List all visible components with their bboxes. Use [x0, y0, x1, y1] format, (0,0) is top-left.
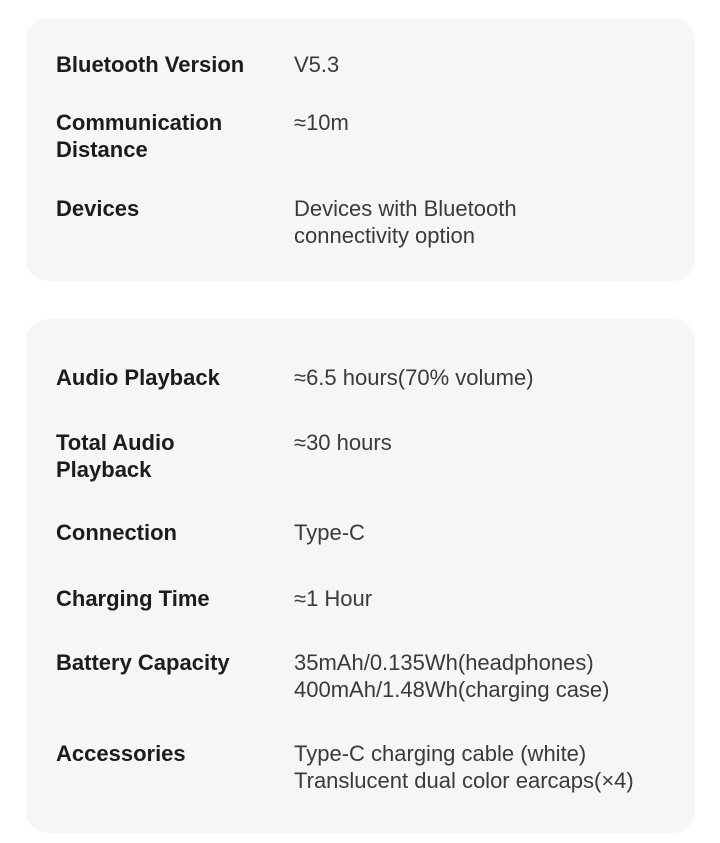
spec-value-line: connectivity option — [294, 223, 475, 248]
spec-value — [294, 740, 714, 794]
spec-value — [294, 649, 714, 703]
spec-value — [294, 109, 714, 136]
spec-value — [294, 364, 714, 391]
connectivity-specs-card — [26, 18, 695, 281]
spec-label: Devices — [56, 196, 140, 221]
battery-specs-card — [26, 319, 695, 833]
spec-label: Battery Capacity — [56, 650, 230, 675]
spec-value-line: Type-C — [294, 520, 365, 545]
spec-label: Bluetooth Version — [56, 52, 245, 77]
spec-value — [294, 429, 714, 456]
spec-value-line: 400mAh/1.48Wh(charging case) — [294, 677, 610, 702]
spec-label: Accessories — [56, 741, 186, 766]
spec-value-line: 35mAh/0.135Wh(headphones) — [294, 650, 594, 675]
spec-value-line: V5.3 — [294, 52, 340, 77]
spec-value — [294, 195, 714, 249]
spec-value — [294, 51, 714, 78]
spec-label: Audio Playback — [56, 365, 220, 390]
spec-label: Connection — [56, 520, 177, 545]
spec-value-line: Devices with Bluetooth — [294, 196, 517, 221]
spec-value-line: ≈10m — [294, 110, 349, 135]
spec-value-line: ≈30 hours — [294, 430, 392, 455]
spec-value — [294, 519, 714, 546]
spec-label: Communication Distance — [56, 110, 223, 162]
spec-value — [294, 585, 714, 612]
spec-value-line: Type-C charging cable (white) — [294, 741, 587, 766]
spec-value-line: ≈1 Hour — [294, 586, 373, 611]
spec-value-line: Translucent dual color earcaps(×4) — [294, 768, 634, 793]
spec-label: Total Audio Playback — [56, 430, 175, 482]
spec-label: Charging Time — [56, 586, 210, 611]
spec-value-line: ≈6.5 hours(70% volume) — [294, 365, 534, 390]
